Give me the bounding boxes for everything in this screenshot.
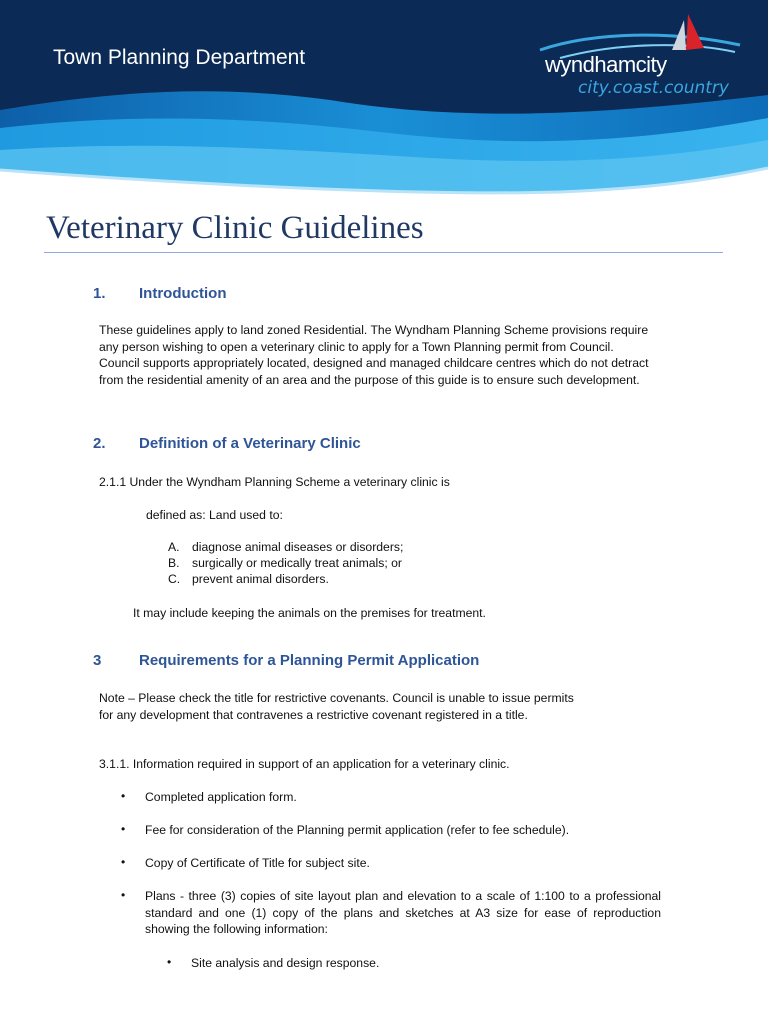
section-title: Introduction (139, 285, 227, 302)
section-number: 3 (93, 652, 102, 669)
section-title: Requirements for a Planning Permit Application (139, 652, 480, 669)
bullet-icon: • (167, 955, 172, 969)
list-text: surgically or medically treat animals; or (192, 556, 402, 570)
list-text: diagnose animal diseases or disorders; (192, 540, 404, 554)
clause-2-1-1: 2.1.1 Under the Wyndham Planning Scheme a veterinary clinic is (99, 475, 450, 489)
bullet-icon: • (121, 855, 126, 869)
title-divider (44, 252, 723, 253)
list-item: Copy of Certificate of Title for subject site. (145, 856, 370, 870)
bullet-icon: • (121, 822, 126, 836)
definition-intro: defined as: Land used to: (146, 508, 283, 522)
list-item: Fee for consideration of the Planning permit application (refer to fee schedule). (145, 823, 570, 837)
list-letter: A. (168, 540, 180, 554)
list-item (168, 540, 404, 554)
definition-note: It may include keeping the animals on the premises for treatment. (133, 606, 486, 620)
wyndham-logo (545, 52, 729, 98)
wave-graphic (0, 0, 768, 200)
covenant-note: Note – Please check the title for restrictive covenants. Council is unable to issue permits for any development that contravenes a restrictive covenant registered in a title. (99, 691, 574, 722)
page-title: Veterinary Clinic Guidelines (46, 210, 424, 246)
list-item: Completed application form. (145, 790, 297, 804)
header-banner (0, 0, 768, 200)
bullet-icon: • (121, 888, 126, 902)
logo-tagline: city.coast.country (578, 78, 729, 98)
list-item: Plans - three (3) copies of site layout plan and elevation to a scale of 1:100 to a professional standard and one (1) copy of the plans and sketches at A3 size for ease of reproduction showing the following information: (145, 889, 661, 937)
section-title: Definition of a Veterinary Clinic (139, 435, 361, 452)
department-title: Town Planning Department (53, 46, 306, 69)
bullet-icon: • (121, 789, 126, 803)
list-letter: B. (168, 556, 180, 570)
introduction-paragraph: These guidelines apply to land zoned Residential. The Wyndham Planning Scheme provisions require any person wishing to open a veterinary clinic to apply for a Town Planning permit from Council. Council supports appropriately located, designed and managed childcare centres which do not detract from the residential amenity of an area and the purpose of this guide is to ensure such development. (99, 323, 649, 387)
list-letter: C. (168, 572, 181, 586)
list-text: prevent animal disorders. (192, 572, 329, 586)
section-number: 2. (93, 435, 106, 452)
list-item (168, 572, 329, 586)
list-item: Site analysis and design response. (191, 956, 380, 970)
list-item (168, 556, 402, 570)
section-number: 1. (93, 285, 106, 302)
clause-3-1-1: 3.1.1. Information required in support of an application for a veterinary clinic. (99, 757, 510, 771)
logo-main-text: wyndhamcity (545, 52, 667, 77)
